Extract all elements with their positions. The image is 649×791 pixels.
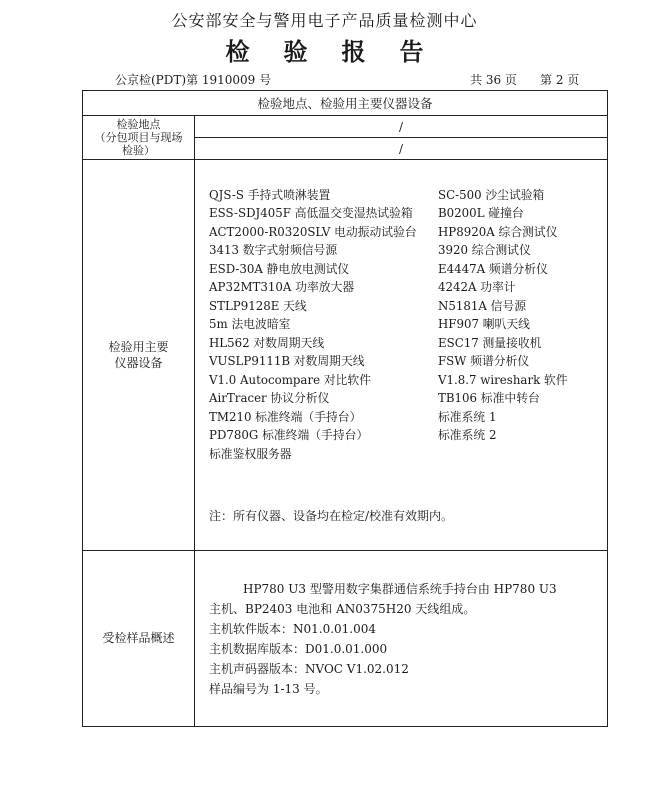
equipment-item: B0200L 碰撞台 <box>438 206 524 221</box>
equipment-item: 3920 综合测试仪 <box>438 243 531 258</box>
page-number: 第 2 页 <box>540 73 580 87</box>
equipment-item: 3413 数字式射频信号源 <box>209 243 338 258</box>
equipment-item: 标准鉴权服务器 <box>209 446 292 461</box>
equipment-item: HP8920A 综合测试仪 <box>438 224 558 239</box>
equipment-item: V1.0 Autocompare 对比软件 <box>209 372 372 387</box>
equipment-item: 标准系统 1 <box>438 409 497 424</box>
sample-cell <box>195 551 608 727</box>
sample-line: 主机软件版本：N01.0.01.004 <box>209 621 377 636</box>
equipment-item: ACT2000-R0320SLV 电动振动试验台 <box>209 224 417 239</box>
equipment-item: 4242A 功率计 <box>438 280 516 295</box>
equipment-item: VUSLP9111B 对数周期天线 <box>209 354 365 369</box>
equipment-label: 检验用主要 仪器设备 <box>83 160 195 551</box>
sample-line: HP780 U3 型警用数字集群通信系统手持台由 HP780 U3 <box>243 581 557 596</box>
equipment-item: V1.8.7 wireshark 软件 <box>438 372 568 387</box>
equipment-note: 注：所有仪器、设备均在检定/校准有效期内。 <box>209 509 454 524</box>
equipment-cell <box>195 160 608 551</box>
sample-label: 受检样品概述 <box>83 551 195 727</box>
equipment-item: N5181A 信号源 <box>438 298 527 313</box>
report-number: 公京检(PDT)第 1910009 号 <box>115 73 272 87</box>
equipment-row <box>83 160 608 551</box>
equipment-item: FSW 频谱分析仪 <box>438 354 530 369</box>
equipment-item: 标准系统 2 <box>438 428 497 443</box>
issuing-organization: 公安部安全与警用电子产品质量检测中心 <box>171 11 478 30</box>
equipment-item: TM210 标准终端（手持台） <box>209 409 362 424</box>
equipment-item: QJS-S 手持式喷淋装置 <box>209 187 331 202</box>
equipment-item: 5m 法电波暗室 <box>209 317 291 332</box>
site-row <box>83 116 608 138</box>
section-title: 检验地点、检验用主要仪器设备 <box>83 91 608 116</box>
equipment-item: ESC17 测量接收机 <box>438 335 542 350</box>
site-label: 检验地点 （分包项目与现场 检验） <box>83 116 195 160</box>
sample-line: 主机、BP2403 电池和 AN0375H20 天线组成。 <box>209 601 476 616</box>
sample-line: 主机声码器版本：NVOC V1.02.012 <box>209 661 409 676</box>
equipment-item: AP32MT310A 功率放大器 <box>209 280 355 295</box>
equipment-item: HF907 喇叭天线 <box>438 317 530 332</box>
sample-row <box>83 551 608 727</box>
site-value-1: / <box>195 116 608 138</box>
sample-line: 样品编号为 1-13 号。 <box>209 681 328 696</box>
equipment-item: STLP9128E 天线 <box>209 298 307 313</box>
equipment-item: HL562 对数周期天线 <box>209 335 325 350</box>
inspection-table <box>82 90 608 727</box>
report-title: 检验报告 <box>225 37 458 66</box>
equipment-item: SC-500 沙尘试验箱 <box>438 187 545 202</box>
section-header-row <box>83 91 608 116</box>
sample-line: 主机数据库版本：D01.0.01.000 <box>209 641 388 656</box>
equipment-item: TB106 标准中转台 <box>438 391 540 406</box>
equipment-list <box>209 186 607 464</box>
equipment-item: ESS-SDJ405F 高低温交变湿热试验箱 <box>209 206 413 221</box>
equipment-item: AirTracer 协议分析仪 <box>209 391 330 406</box>
site-value-2: / <box>195 138 608 160</box>
sample-description <box>195 579 607 699</box>
equipment-item <box>438 445 608 464</box>
equipment-item: ESD-30A 静电放电测试仪 <box>209 261 350 276</box>
equipment-item: E4447A 频谱分析仪 <box>438 261 548 276</box>
total-pages: 共 36 页 <box>470 73 517 87</box>
equipment-item: PD780G 标准终端（手持台） <box>209 428 369 443</box>
